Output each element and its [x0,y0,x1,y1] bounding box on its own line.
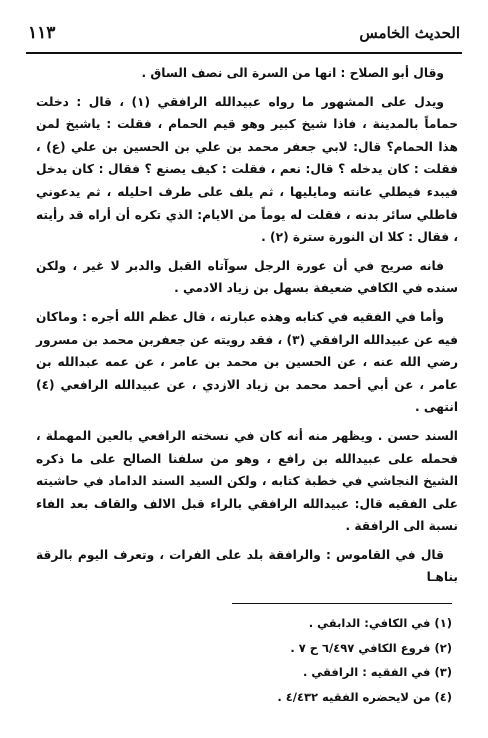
body-text [36,62,458,595]
paragraph: ويدل على المشهور ما رواه عبيدالله الرافقي (١) ، قال : دخلت حماماً بالمدينة ، فاذا شيخ كبير وهو قيم الحمام ، فقلت : ياشيخ لمن هذا الحمام؟ قال: لابي جعفر محمد بن علي بن الحسين بن علي (ع) ، فقلت : كان يدخله ؟ قال: نعم ، فقلت : كيف يصنع ؟ فقال : كان يدخل فيبدء فيطلي عانته ومايليها ، ثم يلف على طرف احليله ، ثم يدعوني فاطلي سائر بدنه ، فقلت له يوماً من الايام: الذي تكره أن أراه قد رأيته ، فقال : كلا ان النورة سترة (٢) . [36,94,458,245]
paragraph: فانه صريح في أن عورة الرجل سوآتاه القبل والدبر لا غير ، ولكن سنده في الكافي ضعيفة بسهل بن زياد الادمي . [36,258,458,296]
paragraph: وقال أبو الصلاح : انها من السرة الى نصف الساق . [141,66,444,80]
page-number: ١١٣ [28,23,56,43]
footnotes [160,611,452,709]
footnote-rule [232,603,452,604]
paragraph: قال في القاموس : والرافقة بلد على الفرات ، وتعرف اليوم بالرقة بناهـا [36,547,458,585]
footnote-4: (٤) من لايحضره الفقيه ٤/٤٣٢ . [277,689,452,704]
header-rule [26,52,462,54]
footnote-2: (٢) فروع الكافي ٦/٤٩٧ ح ٧ . [290,640,452,655]
footnote-1: (١) في الكافي: الدابقي . [308,616,452,630]
paragraph: السند حسن . ويظهر منه أنه كان في نسخته الرافعي بالعين المهملة ، فحمله على عبيدالله بن رافع ، وهو من سلفنا الصالح على ما ذكره الشيخ النجاشي في خطبة كتابه ، ولكن السيد السند الداماد في حاشيته على الفقيه قال: عبيدالله الرافقي بالراء قبل الالف والقاف بعد الفاء نسبة الى الرافقة . [36,428,458,534]
page-header [28,18,460,48]
footnote-3: (٣) في الفقيه : الرافقي . [303,665,452,679]
page-title: الحديث الخامس [359,24,460,42]
paragraph: وأما في الفقيه في كتابه وهذه عبارته ، قال عظم الله أجره : وماكان فيه عن عبيدالله الرافقي (٣) ، فقد رويته عن جعفربن محمد بن مسرور رضي الله عنه ، عن الحسين بن محمد بن عامر ، عن عمه عبدالله بن عامر ، عن أبي أحمد محمد بن زياد الازدي ، عن عبيدالله الرافعي (٤) انتهى . [36,309,458,415]
